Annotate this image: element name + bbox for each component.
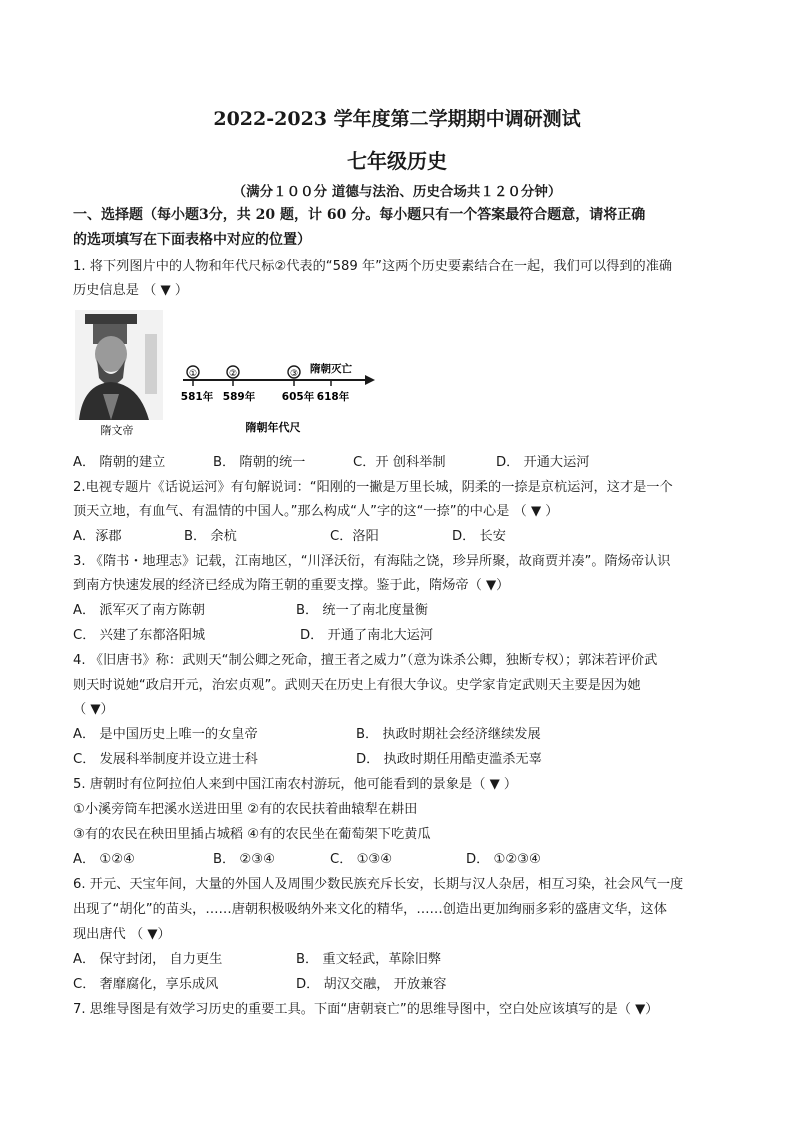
option-b[interactable]: B． 执政时期社会经济继续发展 — [356, 727, 541, 742]
question-text: 到南方快速发展的经济已经成为隋王朝的重要支撑。鉴于此，隋炀帝（ ▼） — [73, 578, 510, 593]
figure-caption-right: 隋朝年代尺 — [245, 421, 301, 434]
option-d[interactable]: D． 执政时期任用酷吏滥杀无辜 — [356, 752, 542, 767]
option-a[interactable]: A． 保守封闭， 自力更生 — [73, 952, 223, 967]
option-b[interactable]: B． 隋朝的统一 — [213, 455, 306, 470]
option-c[interactable]: C．开 创科举制 — [353, 455, 446, 470]
question-text: （ ▼） — [73, 702, 114, 717]
option-b[interactable]: B． 余杭 — [184, 529, 237, 544]
figure-caption-left: 隋文帝 — [100, 424, 134, 437]
year-label: 589年 — [222, 391, 256, 403]
option-d[interactable]: D． 胡汉交融， 开放兼容 — [296, 977, 447, 992]
option-c[interactable]: C． ①③④ — [330, 852, 393, 867]
option-b[interactable]: B． 重文轻武，革除旧弊 — [296, 952, 442, 967]
timeline-end-label: 隋朝灭亡 — [310, 363, 352, 375]
year-label: 618年 — [316, 391, 350, 403]
section-heading: 一、选择题（每小题3分，共 20 题，计 60 分。每小题只有一个答案最符合题意，请将正确 — [73, 207, 646, 223]
option-a[interactable]: A．涿郡 — [73, 529, 122, 544]
question-text: 5. 唐朝时有位阿拉伯人来到中国江南农村游玩，他可能看到的景象是（ ▼ ） — [73, 777, 518, 792]
option-a[interactable]: A． ①②④ — [73, 852, 135, 867]
marker-3: ③ — [289, 369, 299, 379]
question-text: 4. 《旧唐书》称：武则天“制公卿之死命，擅王者之威力”（意为诛杀公卿，独断专权）；郭沫若评价武 — [73, 653, 658, 668]
exam-title: 2022-2023 学年度第二学期期中调研测试 — [213, 108, 581, 130]
question-text: 则天时说她“政启开元，治宏贞观”。武则天在历史上有很大争议。史学家肯定武则天主要是因为她 — [73, 678, 641, 693]
question-text: ③有的农民在秧田里插占城稻 ④有的农民坐在葡萄架下吃黄瓜 — [73, 827, 431, 842]
exam-subtitle: 七年级历史 — [347, 149, 447, 173]
option-a[interactable]: A． 隋朝的建立 — [73, 455, 166, 470]
question-text: 3. 《隋书・地理志》记载，江南地区，“川泽沃衍，有海陆之饶，珍异所聚，故商贾并凑”。隋炀帝认识 — [73, 554, 671, 569]
year-label: 605年 — [281, 391, 315, 403]
question-text: 顶天立地，有血气、有温情的中国人。”那么构成“人”字的这“一捺”的中心是 （ ▼ ） — [73, 504, 559, 519]
timeline-arrow-icon — [365, 375, 375, 385]
question-text: 1. 将下列图片中的人物和年代尺标②代表的“589 年”这两个历史要素结合在一起，我们可以得到的准确 — [73, 259, 673, 274]
option-b[interactable]: B． 统一了南北度量衡 — [296, 603, 428, 618]
option-d[interactable]: D． 开通大运河 — [496, 455, 590, 470]
option-a[interactable]: A． 是中国历史上唯一的女皇帝 — [73, 727, 258, 742]
section-heading: 的选项填写在下面表格中对应的位置） — [73, 232, 311, 248]
option-d[interactable]: D． 开通了南北大运河 — [300, 628, 434, 643]
option-c[interactable]: C． 奢靡腐化，享乐成风 — [73, 977, 219, 992]
emperor-portrait-image — [75, 310, 163, 420]
option-d[interactable]: D． ①②③④ — [466, 852, 541, 867]
question-text: 6. 开元、天宝年间，大量的外国人及周围少数民族充斥长安，长期与汉人杂居，相互习染，社会风气一度 — [73, 877, 684, 892]
question-text: 7. 思维导图是有效学习历史的重要工具。下面“唐朝衰亡”的思维导图中，空白处应该填写的是（ ▼） — [73, 1002, 659, 1017]
option-c[interactable]: C．洛阳 — [330, 529, 379, 544]
marker-1: ① — [188, 369, 198, 379]
option-c[interactable]: C． 发展科举制度并设立进士科 — [73, 752, 258, 767]
question-text: 历史信息是 （ ▼ ） — [73, 283, 189, 298]
year-label: 581年 — [180, 391, 214, 403]
exam-note: （满分１００分 道德与法治、历史合场共１２０分钟） — [232, 184, 562, 200]
option-b[interactable]: B． ②③④ — [213, 852, 275, 867]
question-text: 出现了“胡化”的苗头，……唐朝积极吸纳外来文化的精华，……创造出更加绚丽多彩的盛唐文华，这体 — [73, 902, 667, 917]
question-text: 现出唐代 （ ▼） — [73, 927, 171, 942]
marker-2: ② — [228, 369, 238, 379]
option-a[interactable]: A． 派军灭了南方陈朝 — [73, 603, 205, 618]
question-text: ①小溪旁筒车把溪水送进田里 ②有的农民扶着曲辕犁在耕田 — [73, 802, 418, 817]
option-c[interactable]: C． 兴建了东都洛阳城 — [73, 628, 206, 643]
sui-timeline-figure — [73, 308, 393, 443]
question-text: 2.电视专题片《话说运河》有句解说词：“阳刚的一撇是万里长城，阴柔的一捺是京杭运河，这才是一个 — [73, 480, 673, 495]
timeline-markers — [187, 366, 300, 379]
option-d[interactable]: D． 长安 — [452, 529, 506, 544]
